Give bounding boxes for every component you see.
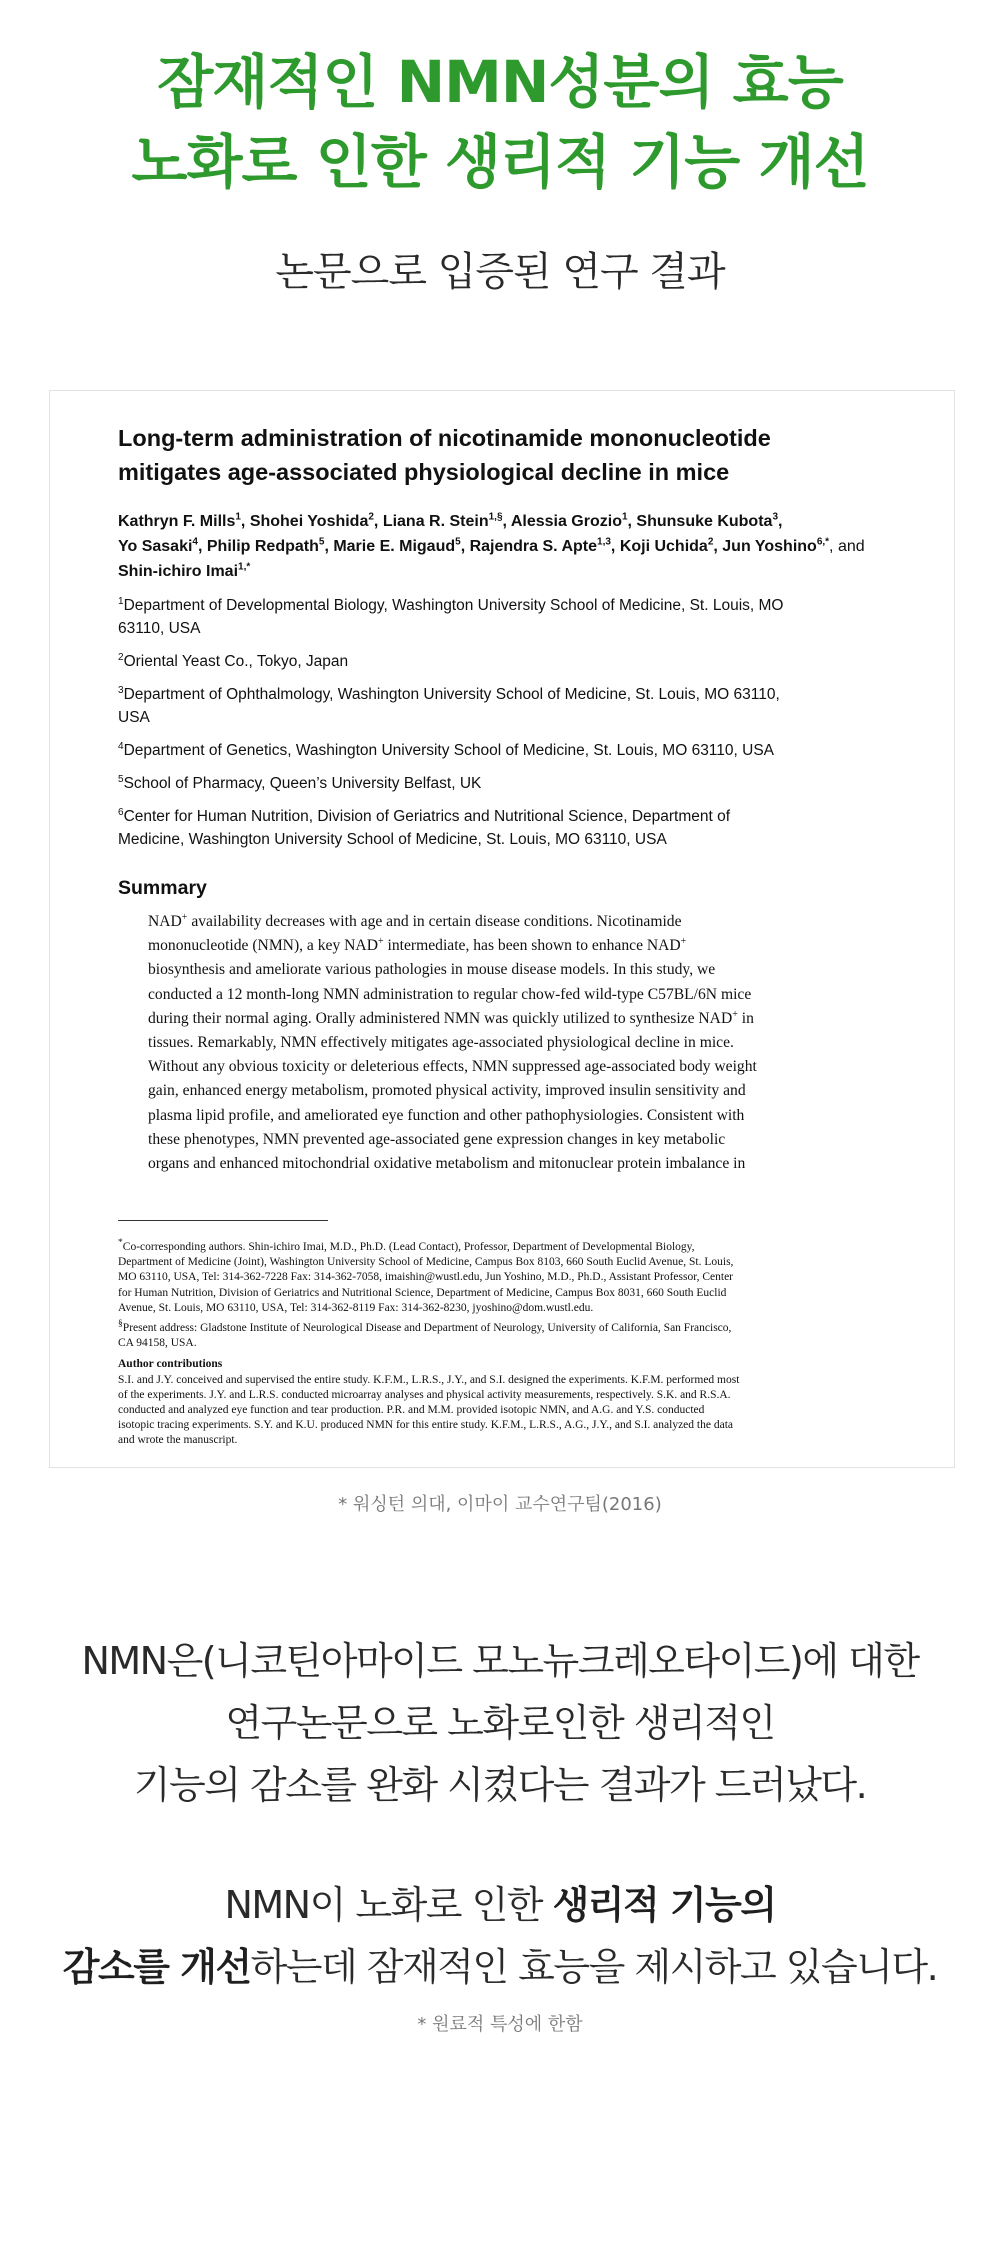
paper-title-line-1: Long-term administration of nicotinamide mononucleotide [118, 425, 771, 451]
body-line-1: NMN은(니코틴아마이드 모노뉴크레오타이드)에 대한 [81, 1639, 919, 1683]
footnote-note: * 원료적 특성에 한함 [417, 2014, 583, 2035]
body-line-4: NMN이 노화로 인한 생리적 기능의 [224, 1883, 776, 1927]
paper-caption: * 워싱턴 의대, 이마이 교수연구팀(2016) [338, 1494, 662, 1515]
paper-title-line-2: mitigates age-associated physiological decline in mice [118, 459, 730, 485]
affiliation: $^2$Oriental Yeast Co., Tokyo, Japan [118, 651, 349, 670]
affiliation: $^6$Center for Human Nutrition, Division of Geriatrics and Nutritional Science, Department of Medicine, Washington University School of Medicine, St. Louis, MO 63110, USA [118, 806, 731, 848]
affiliation: $^3$Department of Ophthalmology, Washington University School of Medicine, St. Louis, MO 63110, USA [118, 684, 780, 726]
contributions-heading: Author contributions [118, 1358, 223, 1371]
paper-authors: Kathryn F. Mills$^1$, Shohei Yoshida$^2$, Liana R. Stein$^{1,\S}$, Alessia Grozio$^1$, Shunsuke Kubota$^3$, Yo Sasaki$^4$, Philip Redpath$^5$, Marie E. Migaud$^5$, Rajendra S. Apte$^{1,3}$, Koji Uchida$^2$, Jun Yoshino$^{6,*}$, and Shin-ichiro Imai$^{1,*}$ [118, 511, 865, 580]
paper-image [49, 390, 955, 1468]
body-line-3: 기능의 감소를 완화 시켰다는 결과가 드러났다. [133, 1763, 867, 1807]
body-line-5: 감소를 개선하는데 잠재적인 효능을 제시하고 있습니다. [62, 1945, 938, 1989]
headline [0, 42, 1000, 202]
affiliation: $^5$School of Pharmacy, Queen’s University Belfast, UK [118, 773, 482, 792]
affiliation: $^4$Department of Genetics, Washington University School of Medicine, St. Louis, MO 63110, USA [118, 740, 775, 759]
summary-text: NAD+ availability decreases with age and in certain disease conditions. Nicotinamide mononucleotide (NMN), a key NAD+ intermediate, has been shown to enhance NAD+ biosynthesis and ameliorate various pathologies in mouse disease models. In this study, we conducted a 12 month-long NMN administration to regular chow-fed wild-type C57BL/6N mice during their normal aging. Orally administered NMN was quickly utilized to synthesize NAD+ in tissues. Remarkably, NMN effectively mitigates age-associated physiological decline in mice. Without any obvious toxicity or deleterious effects, NMN suppressed age-associated body weight gain, enhanced energy metabolism, promoted physical activity, improved insulin sensitivity and plasma lipid profile, and ameliorated eye function and other pathophysiologies. Consistent with these phenotypes, NMN prevented age-associated gene expression changes in key metabolic organs and enhanced mitochondrial oxidative metabolism and mitonuclear protein imbalance in [148, 911, 757, 1173]
footnote-divider [118, 1220, 328, 1221]
paper-affiliations [118, 594, 908, 851]
body-line-2: 연구논문으로 노화로인한 생리적인 [225, 1701, 775, 1745]
paper-title [118, 421, 908, 489]
headline-line-1: 잠재적인 NMN성분의 효능 [157, 48, 843, 116]
subheadline: 논문으로 입증된 연구 결과 [275, 249, 725, 295]
summary-heading: Summary [118, 877, 207, 899]
body-copy [0, 1630, 1000, 1998]
affiliation: $^1$Department of Developmental Biology, Washington University School of Medicine, St. Louis, MO 63110, USA [118, 595, 784, 637]
headline-line-2: 노화로 인한 생리적 기능 개선 [131, 128, 869, 196]
paper-footnotes: *Co-corresponding authors. Shin-ichiro Imai, M.D., Ph.D. (Lead Contact), Professor, Department of Developmental Biology, Department of Medicine (Joint), Washington University School of Medicine, Campus Box 8103, 660 South Euclid Avenue, St. Louis, MO 63110, USA, Tel: 314-362-7228 Fax: 314-362-7058, imaishin@wustl.edu, Jun Yoshino, M.D., Ph.D., Assistant Professor, Center for Human Nutrition, Division of Geriatrics and Nutritional Science, Department of Medicine, Campus Box 8031, 660 South Euclid Avenue, St. Louis, MO 63110, USA, Tel: 314-362-8119 Fax: 314-362-8230, jyoshino@dom.wustl.edu. §Present address: Gladstone Institute of Neurological Disease and Department of Neurology, University of California, San Francisco, CA 94158, USA. Author contributions S.I. and J.Y. conceived and supervised the entire study. K.F.M., L.R.S., J.Y., and S.I. designed the experiments. K.F.M. performed most of the experiments. J.Y. and L.R.S. conducted microarray analyses and physical activity measurements, respectively. S.K. and R.S.A. conducted and analyzed eye function and tear production. P.R. and M.M. provided isotopic NMN, and A.G. and Y.S. conducted isotopic tracing experiments. S.Y. and K.U. produced NMN for this entire study. K.F.M., L.R.S., A.G., J.Y., and S.I. analyzed the data and wrote the manuscript. [118, 1235, 868, 1448]
